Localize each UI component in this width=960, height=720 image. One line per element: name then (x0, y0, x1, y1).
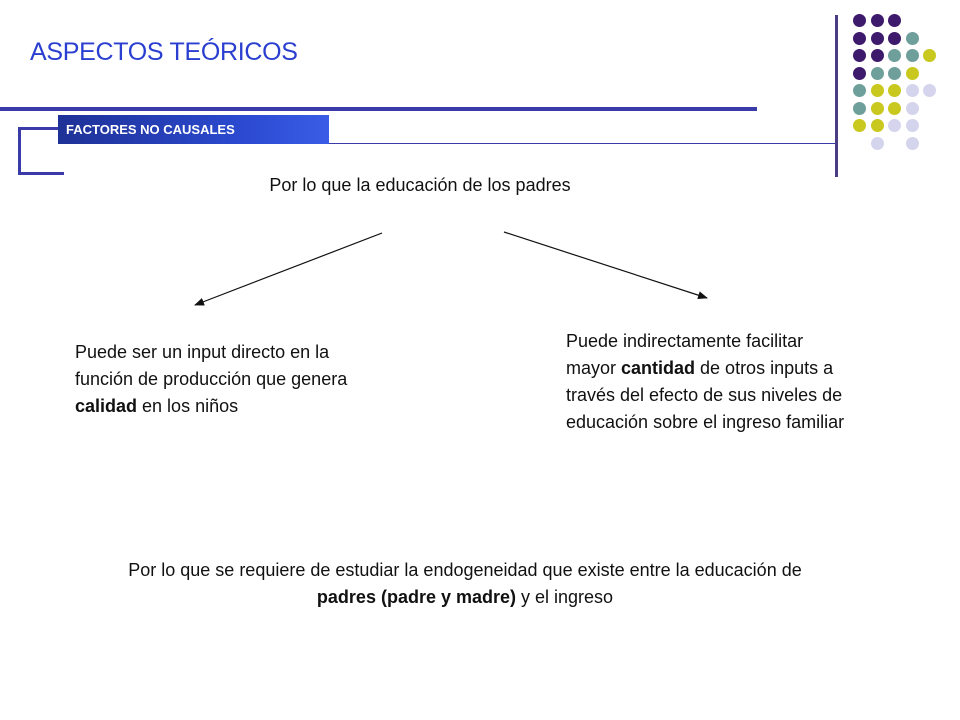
conclusion-bold: padres (padre y madre) (316, 587, 516, 607)
left-branch-text: Puede ser un input directo en la función de producción que genera calidad en los niños (75, 342, 348, 416)
arrow-left (195, 233, 382, 305)
right-bold: cantidad (621, 358, 696, 378)
intro-text: Por lo que la educación de los padres (269, 175, 571, 195)
right-branch-text: Puede indirectamente facilitar mayor cantidad de otros inputs a través del efecto de sus niveles de educación sobre el ingreso familiar (566, 331, 845, 432)
section-tab: FACTORES NO CAUSALES (58, 115, 329, 144)
arrow-right (504, 232, 707, 298)
page-title: ASPECTOS TEÓRICOS (30, 38, 298, 66)
left-bold: calidad (75, 396, 138, 416)
conclusion-text: Por lo que se requiere de estudiar la endogeneidad que existe entre la educación de padres (padre y madre) y el ingreso (128, 560, 802, 607)
